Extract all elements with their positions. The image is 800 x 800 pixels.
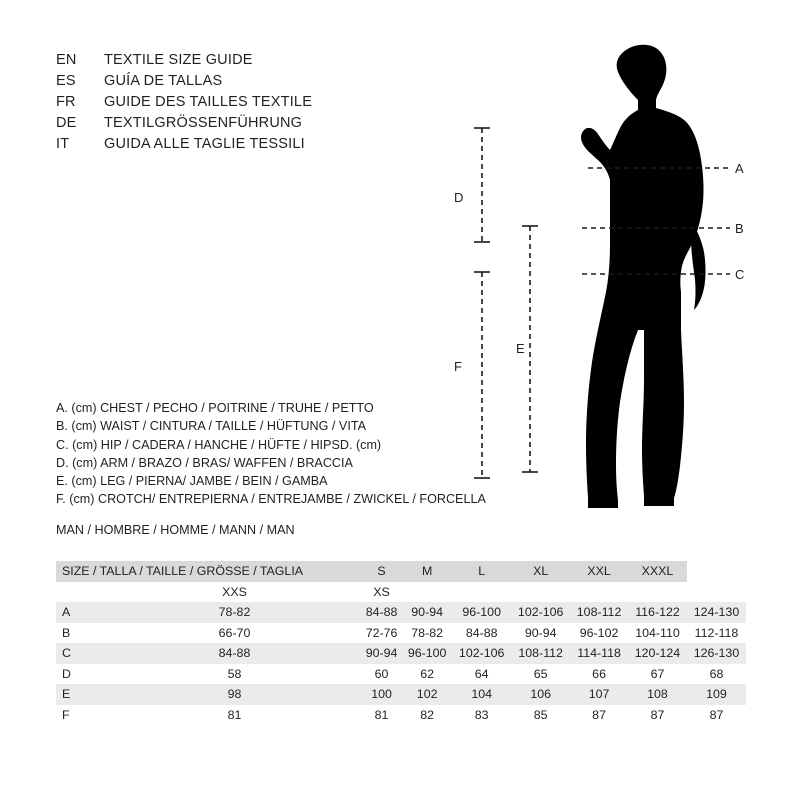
title-lang-de: DE — [56, 115, 77, 131]
cell-f-xxs: 81 — [227, 707, 242, 722]
cell-c-xxxl: 126-130 — [693, 646, 740, 661]
cell-a-s: 90-94 — [411, 605, 443, 620]
col-header-l: L — [478, 564, 486, 579]
cell-b-m: 84-88 — [465, 625, 498, 640]
size-label-m — [452, 582, 511, 603]
size-label-xs: XS — [373, 584, 390, 599]
row-label-d: D — [62, 666, 71, 681]
cell-a-l: 102-106 — [517, 605, 564, 620]
cell-e-l: 106 — [530, 687, 552, 702]
size-row-spacer — [56, 582, 108, 603]
title-lang-en: EN — [56, 52, 77, 68]
col-header-s: S — [377, 564, 386, 579]
table-header-label: SIZE / TALLA / TAILLE / GRÖSSE / TAGLIA — [62, 564, 304, 579]
row-label-f: F — [62, 707, 70, 722]
cell-c-xxl: 120-124 — [634, 646, 681, 661]
title-text-es: GUÍA DE TALLAS — [104, 73, 223, 89]
table-row — [56, 705, 746, 726]
cell-f-xl: 87 — [592, 707, 606, 722]
title-row — [56, 73, 476, 94]
col-header-xxl: XXL — [587, 564, 611, 579]
table-size-row — [56, 582, 746, 603]
title-row — [56, 52, 476, 73]
title-row — [56, 115, 476, 136]
man-silhouette-shape — [581, 45, 706, 508]
cell-e-m: 104 — [471, 687, 493, 702]
cell-d-xxl: 67 — [650, 666, 665, 681]
cell-b-xxxl: 112-118 — [694, 625, 739, 640]
table-row — [56, 684, 746, 705]
cell-a-xl: 108-112 — [576, 605, 622, 620]
cell-a-xxl: 116-122 — [635, 605, 680, 620]
title-lang-fr: FR — [56, 94, 76, 110]
row-label-a: A — [62, 605, 71, 620]
size-table-head — [56, 561, 746, 602]
title-row — [56, 94, 476, 115]
legend-item-e: E. (cm) LEG / PIERNA/ JAMBE / BEIN / GAMBA — [56, 474, 328, 489]
cell-c-xxs: 84-88 — [218, 646, 251, 661]
size-label-xxxl — [687, 582, 746, 603]
cell-d-xxxl: 68 — [709, 666, 724, 681]
cell-b-l: 90-94 — [524, 625, 557, 640]
size-table — [56, 561, 746, 725]
cell-d-l: 65 — [533, 666, 548, 681]
cell-d-s: 62 — [420, 666, 435, 681]
cell-e-xxl: 108 — [647, 687, 668, 702]
row-label-c: C — [62, 646, 71, 661]
cell-c-xs: 90-94 — [365, 646, 398, 661]
cell-b-xs: 72-76 — [365, 625, 398, 640]
dimension-endcaps — [474, 128, 538, 478]
table-row — [56, 623, 746, 644]
cell-a-xs: 84-88 — [365, 605, 398, 620]
cell-c-m: 102-106 — [458, 646, 505, 661]
size-table-body — [56, 602, 746, 725]
table-header-row — [56, 561, 746, 582]
cell-f-xxxl: 87 — [709, 707, 724, 722]
table-row — [56, 664, 746, 685]
marker-f: F — [454, 359, 462, 374]
cell-a-m: 96-100 — [462, 605, 501, 620]
size-label-xxl — [628, 582, 687, 603]
marker-c: C — [735, 267, 745, 282]
title-row — [56, 136, 476, 157]
marker-d: D — [454, 190, 464, 205]
cell-e-xl: 107 — [588, 687, 610, 702]
size-label-xxs: XXS — [222, 584, 247, 599]
title-lang-es: ES — [56, 73, 76, 89]
marker-b: B — [735, 221, 744, 236]
cell-b-s: 78-82 — [411, 625, 443, 640]
cell-a-xxs: 78-82 — [218, 605, 251, 620]
title-block — [56, 52, 476, 157]
cell-d-xl: 66 — [592, 666, 606, 681]
title-text-fr: GUIDE DES TAILLES TEXTILE — [104, 94, 313, 110]
cell-e-xxxl: 109 — [706, 687, 727, 702]
marker-e: E — [516, 341, 525, 356]
cell-f-m: 83 — [474, 707, 489, 722]
col-header-m: M — [421, 564, 433, 579]
cell-b-xxl: 104-110 — [635, 625, 680, 640]
marker-a: A — [735, 161, 744, 176]
cell-f-s: 82 — [420, 707, 435, 722]
cell-c-l: 108-112 — [518, 646, 563, 661]
title-text-en: TEXTILE SIZE GUIDE — [104, 52, 253, 68]
row-label-e: E — [62, 687, 71, 702]
cell-c-xl: 114-118 — [577, 646, 621, 661]
table-row — [56, 643, 746, 664]
col-header-xxxl: XXXL — [641, 564, 674, 579]
legend-item-b: B. (cm) WAIST / CINTURA / TAILLE / HÜFTUNG / VITA — [56, 419, 366, 434]
cell-d-xs: 60 — [374, 666, 389, 681]
title-text-de: TEXTILGRÖSSENFÜHRUNG — [104, 115, 303, 131]
cell-f-xxl: 87 — [650, 707, 665, 722]
cell-e-xxs: 98 — [227, 687, 242, 702]
title-text-it: GUIDA ALLE TAGLIE TESSILI — [104, 136, 305, 152]
size-label-xl — [570, 582, 628, 603]
cell-d-xxs: 58 — [227, 666, 242, 681]
gender-label: MAN / HOMBRE / HOMME / MANN / MAN — [56, 522, 295, 537]
cell-f-xs: 81 — [374, 707, 389, 722]
legend-item-a: A. (cm) CHEST / PECHO / POITRINE / TRUHE / PETTO — [56, 401, 374, 415]
cell-b-xl: 96-102 — [579, 625, 619, 640]
cell-f-l: 85 — [533, 707, 548, 722]
cell-e-xs: 100 — [371, 687, 392, 702]
col-header-xl: XL — [533, 564, 549, 579]
cell-a-xxxl: 124-130 — [693, 605, 740, 620]
legend-item-d: D. (cm) ARM / BRAZO / BRAS/ WAFFEN / BRACCIA — [56, 455, 353, 470]
size-diagram — [430, 30, 770, 540]
title-lang-it: IT — [56, 136, 70, 152]
cell-d-m: 64 — [474, 666, 489, 681]
size-label-s — [402, 582, 452, 603]
size-label-l — [511, 582, 570, 603]
table-row — [56, 602, 746, 623]
cell-e-s: 102 — [416, 687, 438, 702]
legend-item-f: F. (cm) CROTCH/ ENTREPIERNA / ENTREJAMBE / ZWICKEL / FORCELLA — [56, 492, 486, 507]
cell-c-s: 96-100 — [407, 646, 447, 661]
cell-b-xxs: 66-70 — [218, 625, 251, 640]
row-label-b: B — [62, 625, 71, 640]
legend-item-c: C. (cm) HIP / CADERA / HANCHE / HÜFTE / HIPSD. (cm) — [56, 437, 382, 452]
